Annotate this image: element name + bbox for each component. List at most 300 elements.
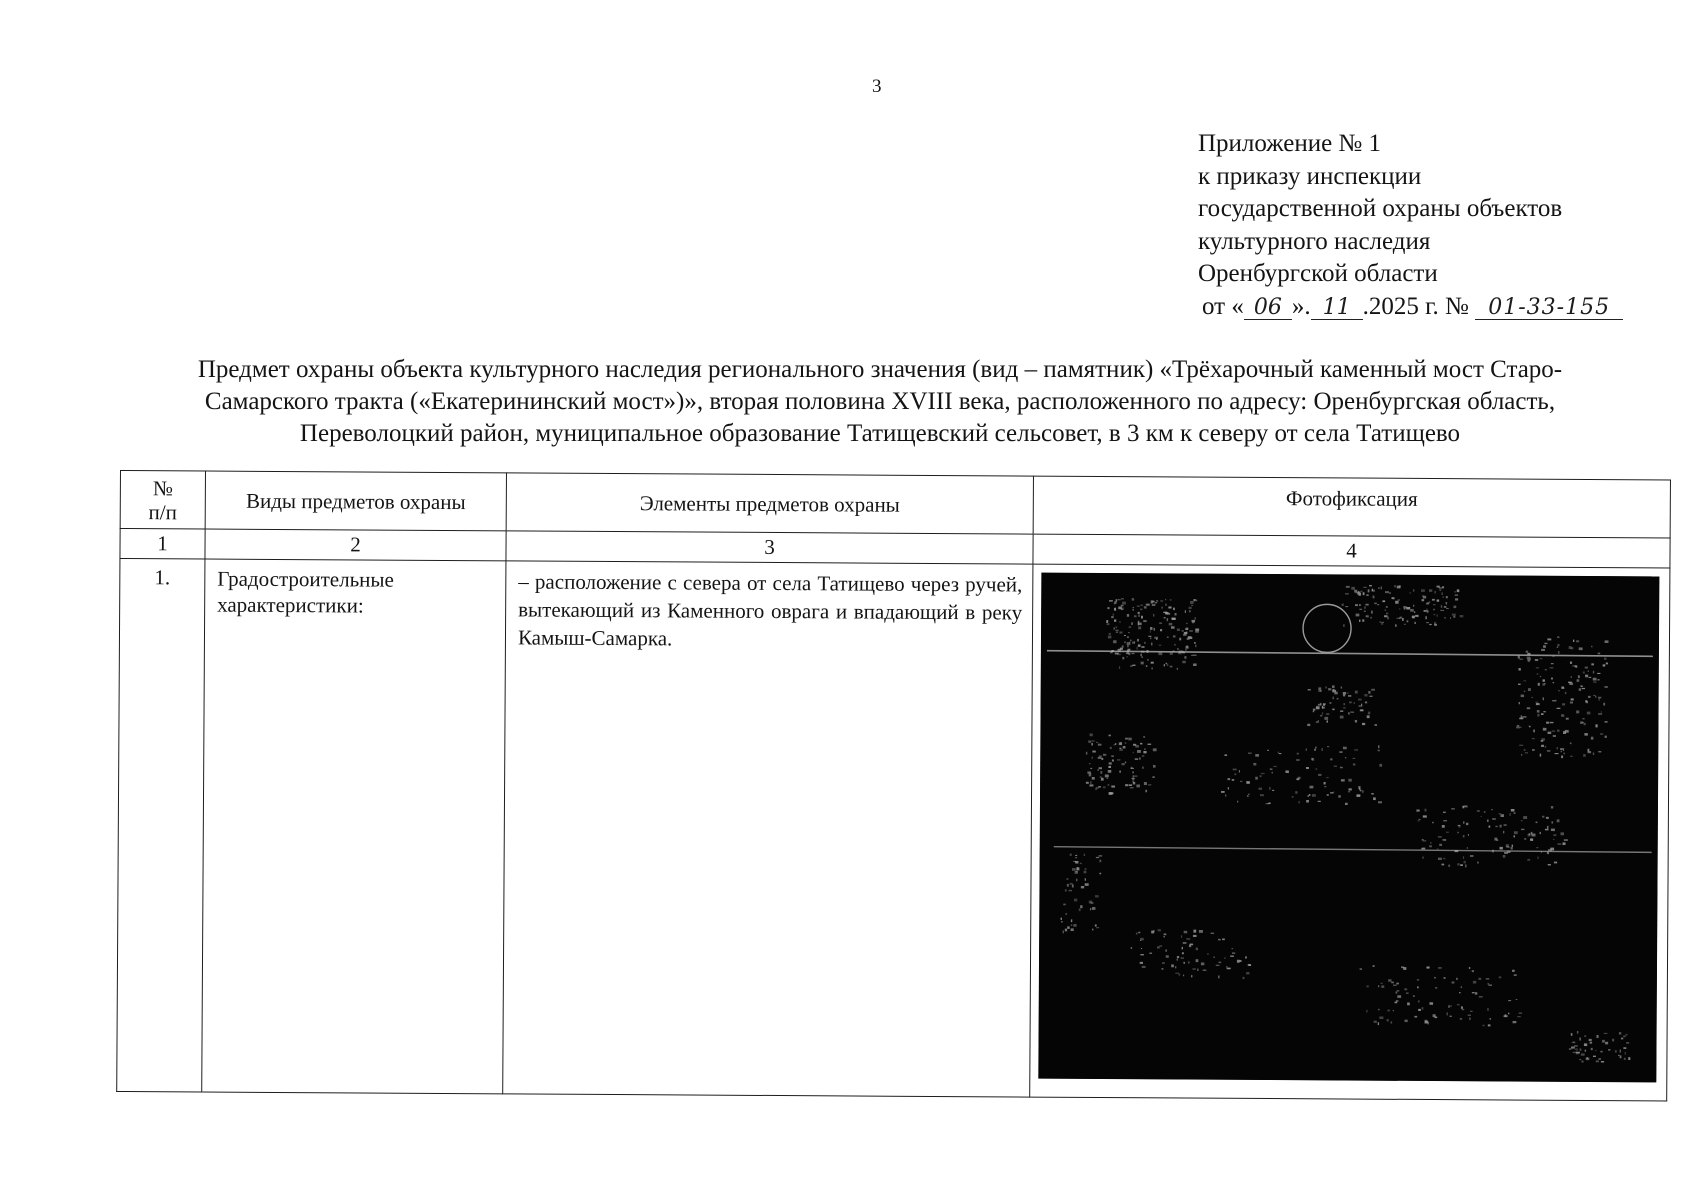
photo-speckle [1122, 645, 1124, 648]
photo-speckle [1345, 803, 1348, 805]
photo-speckle [1364, 607, 1365, 609]
photo-speckle [1136, 785, 1140, 788]
photo-speckle [1591, 737, 1594, 740]
photo-speckle [1377, 604, 1379, 605]
photo-speckle [1343, 703, 1345, 705]
photo-speckle [1570, 662, 1572, 664]
photo-speckle [1106, 620, 1108, 623]
photo-speckle [1463, 856, 1464, 859]
photo-speckle [1125, 762, 1126, 764]
photo-speckle [1465, 864, 1466, 867]
photo-speckle [1434, 591, 1436, 594]
photo-speckle [1620, 1055, 1622, 1058]
photo-speckle [1585, 701, 1587, 703]
photo-speckle [1511, 847, 1513, 850]
photo-speckle [1133, 752, 1134, 753]
photo-speckle [1601, 712, 1602, 713]
photo-speckle [1086, 782, 1089, 784]
photo-speckle [1443, 858, 1445, 859]
photo-speckle [1536, 822, 1538, 824]
photo-speckle [1524, 838, 1526, 839]
photo-speckle [1397, 995, 1401, 998]
photo-speckle [1577, 1031, 1579, 1034]
photo-speckle [1424, 809, 1426, 812]
photo-speckle [1328, 688, 1331, 690]
photo-speckle [1109, 600, 1113, 602]
order-date-number [1202, 291, 1623, 324]
photo-speckle [1199, 930, 1203, 933]
photo-speckle [1240, 781, 1242, 782]
photo-speckle [1343, 624, 1344, 627]
photo-speckle [1404, 624, 1406, 625]
photo-speckle [1194, 642, 1196, 644]
photo-speckle [1107, 607, 1109, 609]
photo-speckle [1346, 586, 1350, 588]
photo-speckle [1403, 606, 1406, 608]
order-day-close: ». [1291, 292, 1311, 320]
photo-speckle [1065, 913, 1067, 915]
photo-speckle [1326, 777, 1328, 778]
photo-speckle [1427, 602, 1429, 603]
photo-speckle [1119, 771, 1121, 773]
photo-speckle [1391, 1021, 1393, 1023]
photo-speckle [1115, 743, 1116, 745]
photo-speckle [1067, 926, 1069, 929]
photo-speckle [1554, 862, 1557, 864]
photo-speckle [1318, 774, 1321, 776]
photo-speckle [1571, 1033, 1573, 1036]
photo-speckle [1552, 731, 1555, 732]
photo-speckle [1226, 966, 1227, 967]
photo-speckle [1593, 753, 1594, 756]
photo-speckle [1586, 1058, 1590, 1061]
photo-speckle [1348, 695, 1351, 697]
photo-speckle [1413, 995, 1414, 997]
photo-speckle [1140, 605, 1143, 607]
photo-speckle [1470, 855, 1474, 856]
photo-speckle [1343, 694, 1345, 696]
column-number: 1 [120, 529, 205, 560]
photo-speckle [1419, 819, 1421, 820]
photo-speckle [1591, 663, 1594, 665]
photo-speckle [1551, 663, 1554, 664]
photo-speckle [1307, 724, 1310, 726]
photo-speckle [1596, 1035, 1598, 1038]
photo-speckle [1324, 782, 1326, 785]
photo-speckle [1475, 992, 1477, 994]
photo-speckle [1371, 689, 1375, 691]
photo-speckle [1455, 598, 1458, 600]
title-line: Предмет охраны объекта культурного наследия регионального значения (вид – памятник) «Трёхарочный каменный мост Старо- [197, 356, 1563, 383]
photo-speckle [1160, 600, 1163, 601]
photo-speckle [1313, 709, 1316, 711]
photo-speckle [1075, 855, 1077, 856]
photo-speckle [1388, 979, 1391, 982]
photo-speckle [1443, 596, 1444, 598]
photo-speckle [1142, 966, 1146, 968]
photo-speckle [1165, 604, 1166, 606]
photo-speckle [1422, 839, 1424, 841]
photo-speckle [1232, 779, 1235, 781]
photo-speckle [1458, 825, 1461, 826]
photo-speckle [1074, 899, 1077, 902]
photo-speckle [1359, 604, 1361, 605]
photo-speckle [1153, 930, 1155, 931]
photo-speckle [1065, 889, 1067, 891]
photo-speckle [1216, 965, 1220, 966]
photo-speckle [1429, 624, 1431, 625]
photo-speckle [1422, 599, 1425, 601]
photo-speckle [1272, 772, 1273, 774]
photo-speckle [1101, 758, 1103, 760]
photo-speckle [1588, 696, 1591, 698]
photo-speckle [1089, 763, 1090, 764]
photo-speckle [1131, 767, 1133, 769]
photo-speckle [1618, 1055, 1620, 1056]
photo-speckle [1067, 884, 1069, 887]
photo-speckle [1585, 667, 1588, 669]
photo-speckle [1355, 720, 1357, 722]
photo-speckle [1084, 854, 1085, 856]
photo-speckle [1345, 606, 1348, 607]
photo-speckle [1107, 623, 1110, 625]
photo-speckle [1076, 867, 1079, 870]
photo-speckle [1547, 826, 1548, 829]
photo-speckle [1512, 970, 1515, 972]
photo-speckle [1121, 605, 1124, 607]
title-line: Переволоцкий район, муниципальное образование Татищевский сельсовет, в 3 км к северу от села Татищево [299, 420, 1461, 447]
photo-speckle [1598, 653, 1601, 655]
photo-speckle [1185, 610, 1186, 613]
photo-speckle [1142, 755, 1144, 756]
photo-speckle [1389, 592, 1391, 593]
photo-speckle [1469, 1017, 1470, 1020]
photo-speckle [1171, 626, 1175, 629]
photo-speckle [1394, 585, 1395, 587]
photo-speckle [1582, 1061, 1584, 1063]
photo-speckle [1503, 831, 1504, 834]
photo-speckle [1523, 816, 1527, 819]
photo-speckle [1170, 652, 1173, 654]
photo-speckle [1417, 820, 1419, 821]
photo-speckle [1323, 704, 1325, 706]
photo-speckle [1260, 775, 1262, 777]
photo-speckle [1574, 1045, 1578, 1046]
photo-speckle [1230, 955, 1234, 956]
photo-speckle [1608, 1049, 1610, 1050]
appendix-line: государственной охраны объектов [1198, 195, 1563, 222]
photo-speckle [1119, 621, 1120, 623]
column-number: 3 [506, 531, 1033, 564]
photo-speckle [1463, 835, 1465, 837]
photo-speckle [1560, 832, 1564, 835]
photo-speckle [1595, 724, 1597, 727]
photo-speckle [1165, 599, 1166, 600]
photo-speckle [1437, 848, 1439, 849]
photo-speckle [1306, 767, 1309, 769]
photo-speckle [1191, 605, 1193, 606]
photo-speckle [1396, 1000, 1399, 1002]
photo-speckle [1322, 712, 1323, 714]
photo-speckle [1137, 750, 1141, 753]
photo-speckle [1267, 750, 1269, 751]
photo-speckle [1133, 775, 1134, 778]
photo-speckle [1429, 589, 1432, 592]
photo-speckle [1434, 622, 1435, 625]
photo-speckle [1063, 904, 1066, 906]
photo-speckle [1119, 666, 1120, 669]
photo-speckle [1584, 1035, 1586, 1037]
photo-speckle [1360, 968, 1363, 969]
photo-speckle [1560, 748, 1563, 750]
photo-speckle [1112, 759, 1114, 761]
photo-speckle [1508, 1000, 1511, 1001]
photo-speckle [1099, 860, 1101, 862]
photo-speckle [1397, 618, 1400, 619]
photo-speckle [1314, 749, 1316, 751]
photo-speckle [1378, 587, 1379, 589]
photo-speckle [1207, 953, 1208, 954]
photo-speckle [1363, 592, 1365, 595]
photo-speckle [1528, 688, 1531, 691]
photo-speckle [1379, 621, 1381, 623]
photo-speckle [1285, 770, 1288, 773]
photo-speckle [1451, 808, 1455, 809]
photo-speckle [1595, 696, 1596, 698]
photo-speckle [1593, 671, 1594, 674]
photo-speckle [1140, 940, 1141, 941]
photo-speckle [1342, 604, 1344, 606]
photo-speckle [1116, 632, 1118, 633]
photo-speckle [1366, 615, 1369, 617]
photo-speckle [1423, 815, 1427, 817]
photo-speckle [1189, 610, 1191, 612]
photo-speckle [1186, 938, 1190, 939]
photo-speckle [1514, 813, 1516, 814]
photo-speckle [1526, 651, 1529, 653]
photo-speckle [1491, 809, 1493, 810]
photo-speckle [1173, 608, 1175, 611]
photo-speckle [1551, 678, 1553, 680]
photo-speckle [1399, 585, 1401, 588]
photo-speckle [1163, 936, 1165, 937]
photo-speckle [1583, 754, 1586, 757]
photo-speckle [1504, 852, 1508, 854]
photo-speckle [1460, 1018, 1462, 1020]
photo-speckle [1518, 656, 1520, 659]
photo-speckle [1192, 968, 1195, 969]
header-index [120, 471, 205, 530]
photo-speckle [1453, 606, 1456, 609]
photo-speckle [1086, 752, 1088, 755]
photo-speckle [1395, 601, 1399, 604]
header-index-label: п/п [148, 499, 177, 524]
photo-speckle [1197, 969, 1198, 971]
photo-speckle [1488, 1024, 1491, 1026]
photo-speckle [1452, 982, 1455, 984]
photo-speckle [1108, 770, 1112, 773]
photo-speckle [1085, 868, 1087, 870]
photo-speckle [1341, 686, 1342, 688]
photo-speckle [1142, 767, 1143, 769]
photo-speckle [1555, 753, 1559, 754]
photo-speckle [1309, 786, 1313, 789]
photo-speckle [1245, 956, 1247, 958]
photo-speckle [1422, 857, 1424, 859]
photo-speckle [1128, 738, 1132, 741]
photo-speckle [1581, 1053, 1585, 1055]
photo-speckle [1193, 930, 1196, 933]
photo-speckle [1190, 944, 1193, 946]
photo-speckle [1576, 640, 1579, 642]
photo-speckle [1545, 746, 1546, 748]
photo-speckle [1140, 962, 1143, 964]
photo-speckle [1175, 613, 1177, 615]
photo-speckle [1603, 664, 1606, 666]
photo-speckle [1196, 959, 1199, 962]
photo-speckle [1462, 1009, 1465, 1010]
photo-speckle [1079, 908, 1081, 911]
photo-speckle [1185, 629, 1186, 630]
photo-speckle [1109, 762, 1112, 764]
photo-speckle [1146, 665, 1148, 667]
photo-speckle [1519, 745, 1523, 746]
photo-speckle [1503, 855, 1506, 858]
photo-speckle [1137, 639, 1139, 642]
photo-speckle [1193, 599, 1195, 601]
photo-speckle [1601, 1061, 1604, 1063]
photo-speckle [1371, 611, 1373, 614]
photo-speckle [1441, 864, 1444, 866]
photo-speckle [1604, 1033, 1608, 1034]
title-line: Самарского тракта («Екатерининский мост»)», вторая половина XVIII века, расположенного по адресу: Оренбургская область, [204, 388, 1556, 415]
photo-speckle [1558, 651, 1559, 654]
photo-speckle [1298, 777, 1301, 779]
photo-speckle [1171, 618, 1175, 620]
photo-speckle [1478, 978, 1481, 980]
photo-speckle [1153, 614, 1154, 617]
photo-speckle [1144, 606, 1147, 608]
photo-speckle [1421, 589, 1425, 592]
photo-speckle [1520, 727, 1522, 728]
photo-speckle [1395, 624, 1397, 626]
photo-speckle [1160, 629, 1162, 631]
photo-speckle [1313, 711, 1314, 713]
photo-speckle [1374, 603, 1377, 605]
photo-speckle [1489, 826, 1491, 828]
photo-speckle [1564, 839, 1568, 840]
photo-speckle [1450, 1005, 1451, 1006]
photo-speckle [1164, 933, 1167, 935]
photo-speckle [1505, 1014, 1507, 1017]
photo-speckle [1573, 640, 1574, 642]
photo-speckle [1138, 614, 1140, 617]
photo-speckle [1085, 883, 1089, 886]
photo-speckle [1065, 929, 1067, 932]
photo-speckle [1605, 736, 1607, 738]
photo-speckle [1128, 784, 1132, 786]
photo-speckle [1134, 615, 1137, 617]
photo-speckle [1358, 591, 1359, 593]
photo-speckle [1413, 605, 1414, 607]
photo-speckle [1551, 829, 1555, 832]
photo-speckle [1537, 710, 1540, 713]
photo-speckle [1521, 715, 1523, 718]
photo-speckle [1397, 990, 1400, 991]
photo-speckle [1113, 640, 1117, 643]
photo-speckle [1454, 591, 1456, 592]
photo-speckle [1391, 982, 1394, 984]
photo-speckle [1501, 814, 1505, 817]
photo-speckle [1109, 792, 1113, 795]
photo-speckle [1164, 617, 1166, 618]
photo-speckle [1092, 929, 1093, 931]
photo-speckle [1350, 711, 1354, 713]
photo-speckle [1450, 617, 1451, 619]
photo-speckle [1435, 987, 1437, 989]
photo-speckle [1438, 967, 1442, 968]
photo-speckle [1191, 620, 1195, 622]
photo-speckle [1174, 644, 1175, 645]
photo-speckle [1248, 964, 1251, 966]
photo-speckle [1322, 707, 1325, 709]
photo-speckle [1441, 605, 1442, 608]
photo-speckle [1378, 985, 1379, 987]
photo-speckle [1131, 622, 1133, 625]
photo-speckle [1396, 992, 1398, 994]
photo-speckle [1537, 673, 1538, 674]
photo-speckle [1149, 953, 1152, 954]
photo-speckle [1447, 1012, 1448, 1015]
photo-speckle [1623, 1035, 1626, 1037]
photo-speckle [1541, 649, 1545, 651]
photo-speckle [1579, 688, 1581, 691]
photo-speckle [1400, 617, 1402, 619]
photo-speckle [1439, 844, 1442, 846]
order-prefix: от « [1202, 292, 1244, 320]
photo-speckle [1120, 742, 1122, 745]
photo-speckle [1362, 790, 1363, 793]
photo-speckle [1580, 1048, 1582, 1050]
photo-speckle [1080, 863, 1082, 864]
photo-speckle [1063, 930, 1064, 933]
photo-speckle [1536, 667, 1539, 668]
photo-speckle [1141, 656, 1143, 658]
photo-speckle [1278, 752, 1279, 753]
photo-speckle [1378, 801, 1382, 803]
photo-speckle [1405, 1020, 1408, 1022]
photo-speckle [1460, 864, 1463, 866]
photo-speckle [1125, 784, 1128, 786]
photo-speckle [1132, 598, 1134, 600]
photo-speckle [1380, 983, 1382, 984]
photo-speckle [1358, 699, 1362, 701]
photo-speckle [1248, 752, 1252, 753]
photo-speckle [1612, 1039, 1614, 1042]
photo-speckle [1378, 1009, 1380, 1010]
photo-speckle [1330, 758, 1332, 760]
photo-speckle [1227, 968, 1231, 970]
photo-speckle [1424, 610, 1427, 612]
photo-speckle [1537, 856, 1538, 859]
photo-speckle [1459, 826, 1461, 827]
photo-speckle [1318, 720, 1319, 722]
photo-speckle [1182, 630, 1184, 632]
photo-speckle [1187, 637, 1190, 640]
photo-speckle [1356, 614, 1360, 617]
photo-speckle [1324, 786, 1326, 787]
photo-speckle [1382, 600, 1385, 602]
